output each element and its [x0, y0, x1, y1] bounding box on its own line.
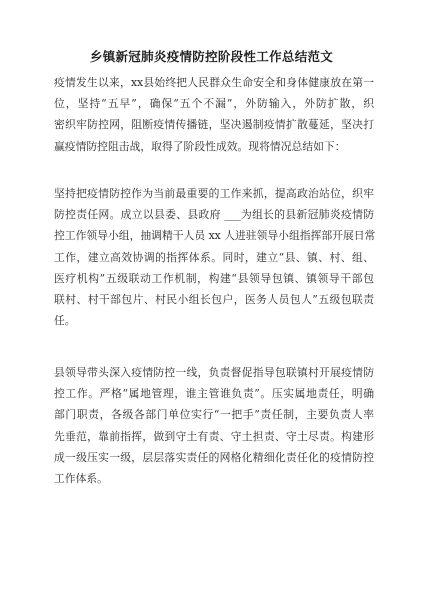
paragraph-leadership: [54, 362, 374, 489]
text-line: 坚持把疫情防控作为当前最重要的工作来抓，提高政治站位，织牢: [54, 187, 374, 200]
text-line: 防控责任网。成立以县委、县政府 ___为组长的县新冠肺炎疫情防: [54, 208, 374, 222]
paragraph-intro: [54, 72, 374, 157]
text-line: 县领导带头深入疫情防控一线，负责督促指导包联镇村开展疫情防: [54, 366, 374, 379]
text-line: 疫情发生以来，xx县始终把人民群众生命安全和身体健康放在第一: [54, 76, 374, 89]
text-line: 联村、村干部包片、村民小组长包户，医务人员包人”五级包联责: [54, 292, 374, 306]
text-line: 任。: [54, 314, 76, 328]
text-line: 控工作。严格“属地管理，谁主管谁负责”。压实属地责任，明确: [54, 387, 374, 401]
document-title: 乡镇新冠肺炎疫情防控阶段性工作总结范文: [89, 49, 334, 64]
text-line: 赢疫情防控阻击战，取得了阶段性成效。现将情况总结如下：: [54, 139, 346, 153]
text-line: 位，坚持“五早”，确保“五个不漏”，外防输入，外防扩散，织: [54, 97, 374, 111]
text-line: 工作体系。: [54, 471, 108, 485]
text-line: 成一级压实一级，层层落实责任的网格化精细化责任化的疫情防控: [54, 450, 374, 464]
text-line: 工作，建立高效协调的指挥体系。同时，建立“县、镇、村、组、: [54, 250, 374, 264]
text-line: 先垂范，靠前指挥，做到守土有责、守土担责、守土尽责。构建形: [54, 429, 374, 443]
text-line: 控工作领导小组，抽调精干人员 xx 人进驻领导小组指挥部开展日常: [54, 229, 376, 243]
text-line: 密织牢防控网，阻断疫情传播链，坚决遏制疫情扩散蔓延，坚决打: [54, 118, 374, 132]
text-line: 医疗机构”五级联动工作机制，构建“县领导包镇、镇领导干部包: [54, 271, 374, 285]
paragraph-responsibility-network: [54, 183, 374, 331]
text-line: 部门职责，各级各部门单位实行“一把手”责任制，主要负责人率: [54, 408, 374, 422]
